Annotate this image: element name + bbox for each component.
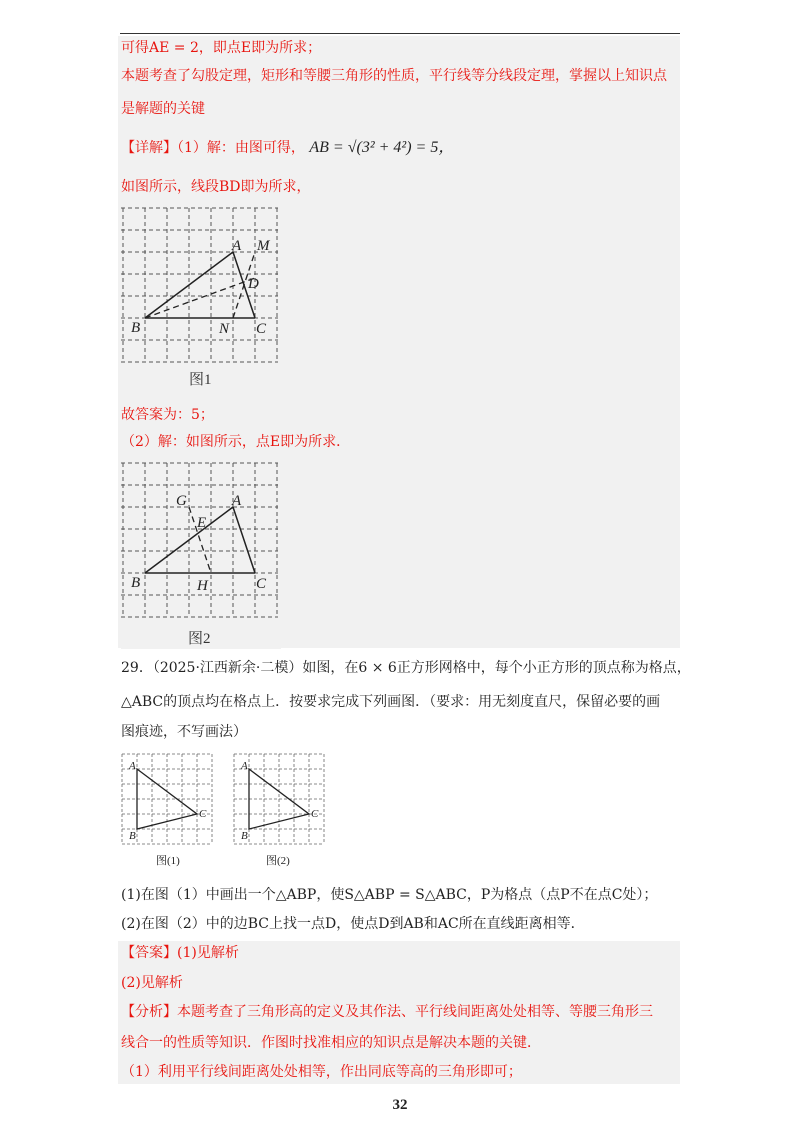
label-C: C [256, 576, 267, 592]
figure-2 [121, 461, 281, 649]
label-A: A [232, 493, 242, 509]
page-number: 32 [392, 1097, 408, 1113]
label-H: H [197, 578, 208, 594]
text-line: （2）解：如图所示，点E即为所求． [121, 434, 351, 450]
label-N: N [219, 321, 230, 337]
text-line: 是解题的关键 [121, 101, 205, 117]
label-G: G [176, 493, 187, 509]
detail-line [121, 138, 454, 158]
label-B: B [241, 830, 248, 842]
figure-1 [121, 206, 281, 392]
question-line: 图痕迹，不写画法） [121, 724, 247, 740]
header-rule [120, 33, 680, 34]
text-line: 如图所示，线段BD即为所求， [121, 179, 311, 195]
dashed-construction [145, 252, 255, 318]
figure-2-caption: 图2 [188, 631, 211, 647]
text-line: 故答案为：5； [121, 407, 214, 423]
analysis-line [121, 1002, 653, 1022]
label-M: M [257, 238, 270, 254]
label-A: A [241, 760, 248, 772]
label-A: A [232, 238, 242, 254]
analysis-text: 本题考查了三角形高的定义及其作法、平行线间距离处处相等、等腰三角形三 [177, 1004, 653, 1020]
triangle-abc [145, 252, 255, 318]
label-B: B [129, 830, 136, 842]
answer-1: (1)见解析 [177, 945, 239, 961]
question-part-1: (1)在图（1）中画出一个△ABP，使S△ABP = S△ABC，P为格点（点P不在点C处）； [121, 887, 658, 903]
label-C: C [311, 808, 319, 820]
figure-q1-caption: 图(1) [156, 855, 180, 867]
figure-q2 [232, 750, 332, 870]
analysis-line: （1）利用平行线间距离处处相等，作出同底等高的三角形即可； [121, 1064, 522, 1080]
label-B: B [131, 320, 141, 336]
label-C: C [256, 321, 267, 337]
label-A: A [129, 760, 136, 772]
detail-text: （1）解：由图可得， [177, 140, 305, 156]
answer-2: (2)见解析 [121, 975, 183, 991]
text-line: 本题考查了勾股定理，矩形和等腰三角形的性质，平行线等分线段定理，掌握以上知识点 [121, 68, 667, 84]
question-line: △ABC的顶点均在格点上．按要求完成下列画图．（要求：用无刻度直尺，保留必要的画 [121, 694, 661, 710]
question-line: 29．（2025·江西新余·二模）如图，在6 × 6正方形网格中，每个小正方形的顶点称为格点， [121, 660, 691, 676]
text-line: 可得AE = 2，即点E即为所求； [121, 40, 322, 56]
label-D: D [248, 276, 259, 292]
question-part-2: (2)在图（2）中的边BC上找一点D，使点D到AB和AC所在直线距离相等． [121, 916, 585, 932]
figure-q2-caption: 图(2) [266, 855, 290, 867]
figure-1-caption: 图1 [189, 372, 212, 388]
label-E: E [197, 515, 207, 531]
answer-line [121, 943, 239, 963]
detail-tag: 【详解】 [121, 140, 177, 156]
analysis-line: 线合一的性质等知识．作图时找准相应的知识点是解决本题的关键． [121, 1035, 541, 1051]
analysis-tag: 【分析】 [121, 1004, 177, 1020]
label-C: C [199, 808, 207, 820]
formula-ab: AB = √(3² + 4²) = 5， [309, 139, 455, 156]
label-B: B [131, 575, 141, 591]
figure-q1 [120, 750, 220, 870]
answer-tag: 【答案】 [121, 945, 177, 961]
